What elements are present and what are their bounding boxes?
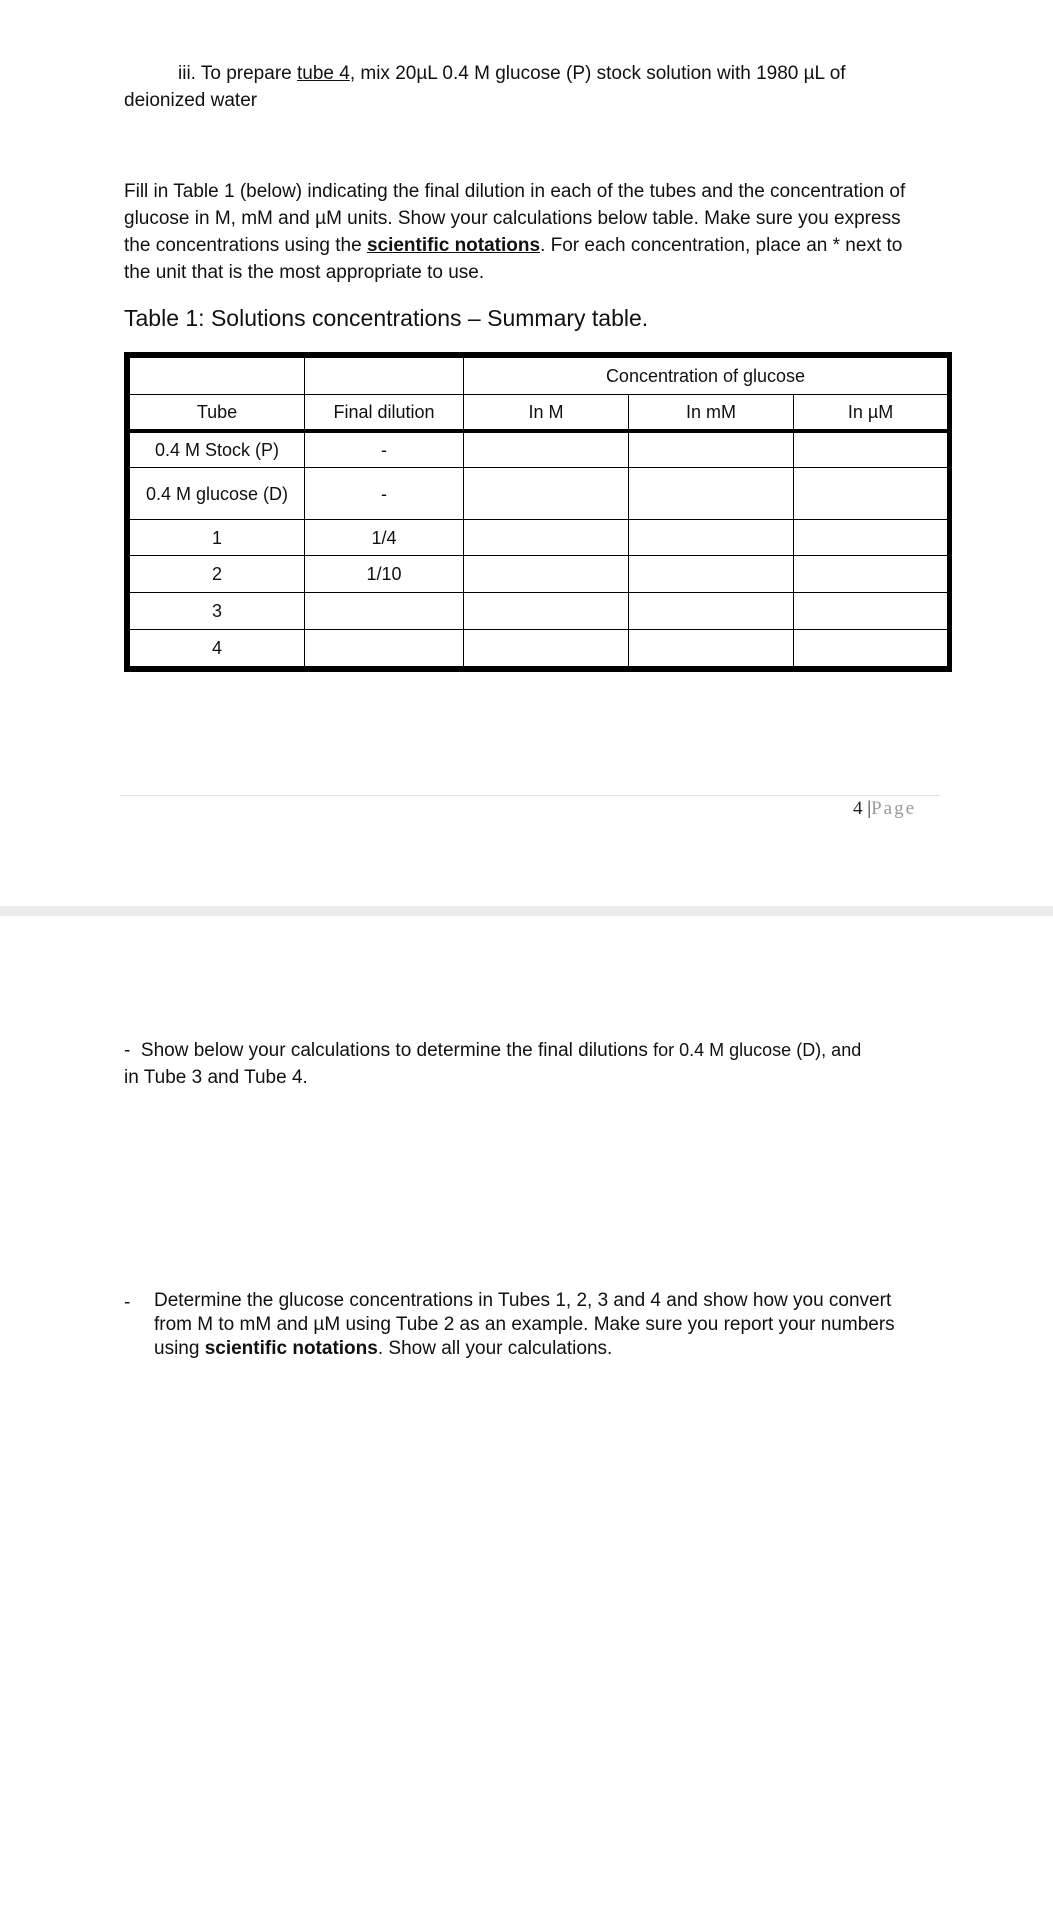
cell-in-m (464, 519, 629, 556)
instructions-emphasis: scientific notations (366, 235, 541, 256)
concentrations-emphasis: scientific notations (204, 1338, 378, 1359)
table-row (130, 593, 948, 630)
concentrations-part2: . Show all your calculations. (377, 1338, 613, 1359)
table-row (130, 556, 948, 593)
cell-final-dilution: - (305, 431, 464, 468)
cell-in-um (794, 431, 948, 468)
table-header-empty-1 (130, 358, 305, 395)
cell-in-m (464, 468, 629, 519)
page-word: Page (871, 798, 916, 819)
step-iii-instruction (124, 60, 964, 114)
page-break (0, 906, 1053, 916)
instructions-part1: Fill in Table 1 (below) indicating the final dilution in each of the tubes and the concentration of glucose in M, mM and µM units. Show your calculations below table. Make sure you express the concentrations using the (124, 181, 906, 256)
cell-in-um (794, 556, 948, 593)
cell-in-mm (629, 556, 794, 593)
cell-tube: 4 (130, 630, 305, 667)
cell-in-mm (629, 431, 794, 468)
cell-in-mm (629, 630, 794, 667)
step-iii-prefix: iii. To prepare (178, 63, 297, 84)
final-dilutions-text-small: for 0.4 M glucose (D), and (653, 1040, 862, 1060)
instructions-part2: . For each concentration, place an * next to the unit that is the most appropriate to use. (124, 235, 903, 283)
concentrations-prompt (154, 1289, 934, 1361)
cell-in-um (794, 468, 948, 519)
final-dilutions-text: Show below your calculations to determine the final dilutions (140, 1040, 654, 1061)
table-header-empty-2 (305, 358, 464, 395)
step-iii-rest: , mix 20µL 0.4 M glucose (P) stock solution with 1980 µL of (349, 63, 846, 84)
cell-final-dilution (305, 630, 464, 667)
cell-in-m (464, 593, 629, 630)
cell-in-m (464, 630, 629, 667)
cell-in-m (464, 431, 629, 468)
group-header: Concentration of glucose (464, 358, 948, 395)
table-row (130, 519, 948, 556)
cell-tube: 1 (130, 519, 305, 556)
col-header-in-mm: In mM (629, 394, 794, 431)
col-header-in-um: In µM (794, 394, 948, 431)
summary-table (124, 352, 952, 672)
footer-divider (120, 795, 940, 796)
page-number-separator: | (867, 798, 872, 819)
cell-in-um (794, 519, 948, 556)
step-iii-line2: deionized water (124, 90, 258, 111)
tube-4-reference: tube 4 (297, 63, 350, 84)
page-number-value: 4 (853, 798, 863, 819)
cell-tube: 3 (130, 593, 305, 630)
cell-tube: 0.4 M glucose (D) (130, 468, 305, 519)
cell-final-dilution: 1/4 (305, 519, 464, 556)
cell-in-um (794, 630, 948, 667)
page-number (853, 798, 916, 820)
cell-in-mm (629, 468, 794, 519)
table-instructions (124, 178, 924, 286)
final-dilutions-prompt (124, 1037, 944, 1091)
table-header-row-1 (130, 358, 948, 395)
bullet-dash: - (124, 1040, 131, 1061)
col-header-tube: Tube (130, 394, 305, 431)
cell-final-dilution: - (305, 468, 464, 519)
cell-tube: 2 (130, 556, 305, 593)
table-row (130, 431, 948, 468)
table-row (130, 630, 948, 667)
table-row (130, 468, 948, 519)
cell-tube: 0.4 M Stock (P) (130, 431, 305, 468)
final-dilutions-line2: in Tube 3 and Tube 4. (124, 1067, 308, 1088)
col-header-in-m: In M (464, 394, 629, 431)
cell-final-dilution (305, 593, 464, 630)
table-header-row-2 (130, 394, 948, 431)
cell-in-um (794, 593, 948, 630)
cell-final-dilution: 1/10 (305, 556, 464, 593)
table-title: Table 1: Solutions concentrations – Summary table. (124, 305, 649, 331)
bullet-dash: - (124, 1292, 131, 1313)
col-header-final-dilution: Final dilution (305, 394, 464, 431)
cell-in-mm (629, 519, 794, 556)
cell-in-m (464, 556, 629, 593)
concentrations-part1: Determine the glucose concentrations in Tubes 1, 2, 3 and 4 and show how you convert from M to mM and µM using Tube 2 as an example. Make sure you report your numbers using (154, 1290, 895, 1359)
cell-in-mm (629, 593, 794, 630)
